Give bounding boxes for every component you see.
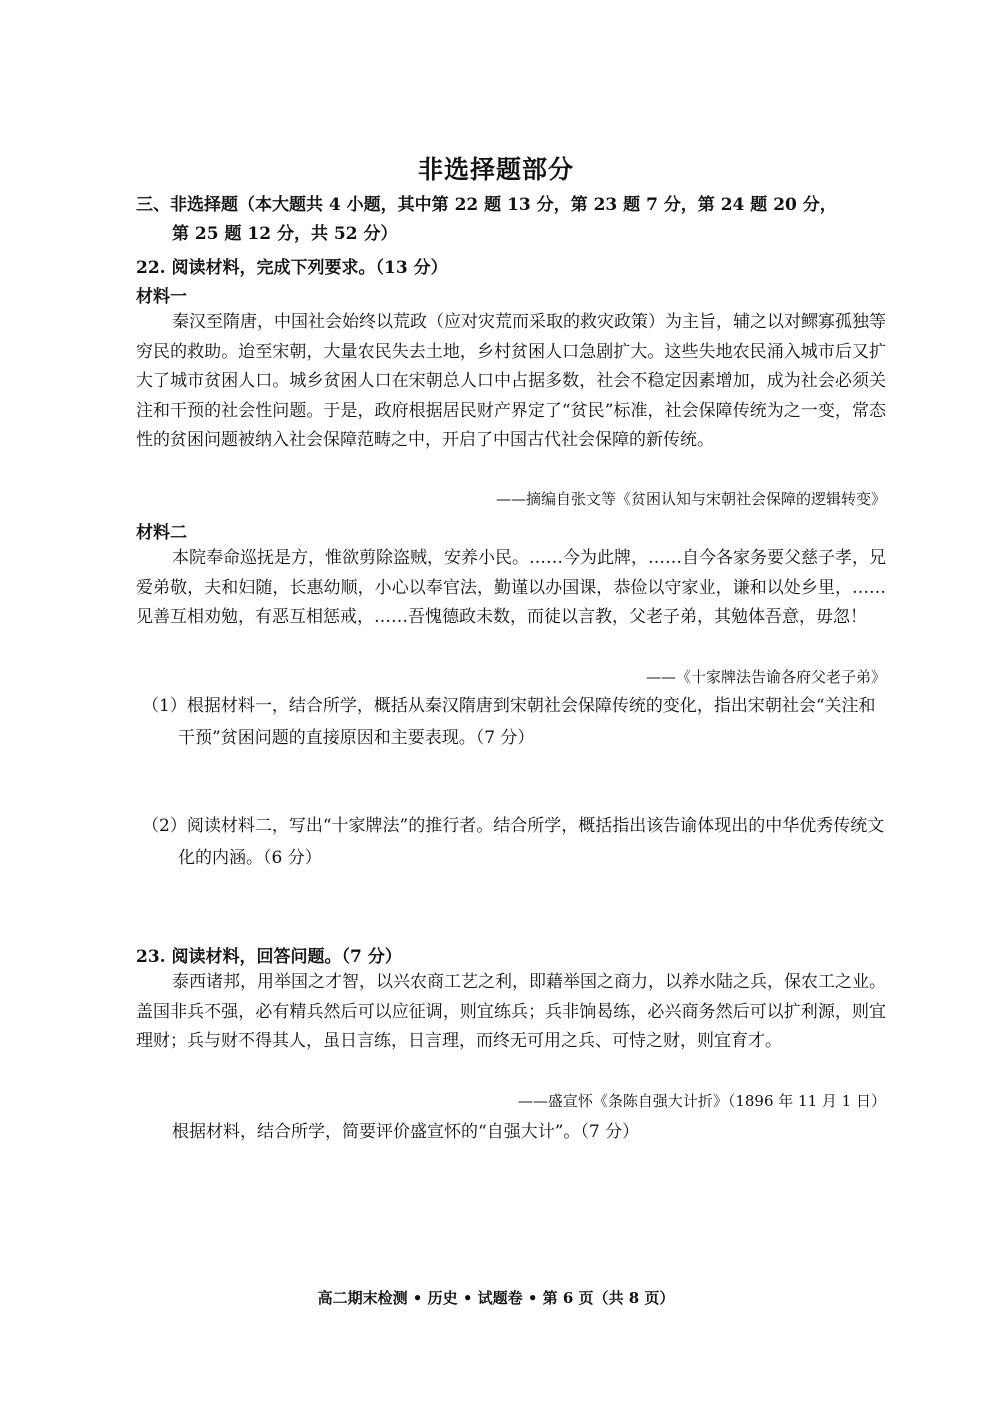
q22-subquestion-1: （1）根据材料一，结合所学，概括从秦汉隋唐到宋朝社会保障传统的变化，指出宋朝社会“关注和干预”贫困问题的直接原因和主要表现。（7 分）: [142, 696, 876, 748]
q23-heading: 23. 阅读材料，回答问题。（7 分）: [136, 947, 402, 967]
page-footer: 高二期末检测 • 历史 • 试题卷 • 第 6 页（共 8 页）: [317, 1289, 675, 1307]
page-title: 非选择题部分: [417, 155, 574, 184]
q22-material2-text: [136, 544, 886, 633]
q22-material1-label: 材料一: [136, 287, 187, 307]
q22-subquestion-2: （2）阅读材料二，写出“十家牌法”的推行者。结合所学，概括指出该告谕体现出的中华优秀传统文化的内涵。（6 分）: [142, 816, 885, 868]
section-instructions-line2: 第 25 题 12 分，共 52 分）: [172, 224, 398, 244]
q22-material1-text: [136, 308, 886, 456]
q22-material1-source: ——摘编自张文等《贫困认知与宋朝社会保障的逻辑转变》: [495, 490, 886, 508]
q23-material-text: [136, 968, 886, 1057]
q22-material2-body: 本院奉命巡抚是方，惟欲剪除盗贼，安养小民。……今为此牌，……自今各家务要父慈子孝，兄爱弟敬，夫和妇随，长惠幼顺，小心以奉官法，勤谨以办国课，恭俭以守家业，谦和以处乡里，……见善互相劝勉，有恶互相惩戒，……吾愧德政未数，而徒以言教，父老子弟，其勉体吾意，毋忽！: [136, 548, 886, 627]
q22-material1-body: 秦汉至隋唐，中国社会始终以荒政（应对灾荒而采取的救灾政策）为主旨，辅之以对鳏寡孤独等穷民的救助。迨至宋朝，大量农民失去土地，乡村贫困人口急剧扩大。这些失地农民涌入城市后又扩大了城市贫困人口。城乡贫困人口在宋朝总人口中占据多数，社会不稳定因素增加，成为社会必须关注和干预的社会性问题。于是，政府根据居民财产界定了“贫民”标准，社会保障传统为之一变，常态性的贫困问题被纳入社会保障范畴之中，开启了中国古代社会保障的新传统。: [136, 312, 886, 450]
q23-material-source: ——盛宣怀《条陈自强大计折》（1896 年 11 月 1 日）: [517, 1092, 886, 1110]
section-instructions-line1: 三、非选择题（本大题共 4 小题，其中第 22 题 13 分，第 23 题 7 分，第 24 题 20 分，: [136, 195, 837, 215]
q22-material2-source: ——《十家牌法告谕各府父老子弟》: [645, 668, 886, 686]
q22-heading: 22. 阅读材料，完成下列要求。（13 分）: [136, 258, 448, 278]
q23-question: 根据材料，结合所学，简要评价盛宣怀的“自强大计”。（7 分）: [172, 1122, 640, 1142]
q23-material-body: 泰西诸邦，用举国之才智，以兴农商工艺之利，即藉举国之商力，以养水陆之兵，保农工之业。盖国非兵不强，必有精兵然后可以应征调，则宜练兵；兵非饷曷练，必兴商务然后可以扩利源，则宜理财；兵与财不得其人，虽日言练，日言理，而终无可用之兵、可恃之财，则宜育才。: [136, 972, 886, 1051]
q22-material2-label: 材料二: [136, 523, 187, 543]
